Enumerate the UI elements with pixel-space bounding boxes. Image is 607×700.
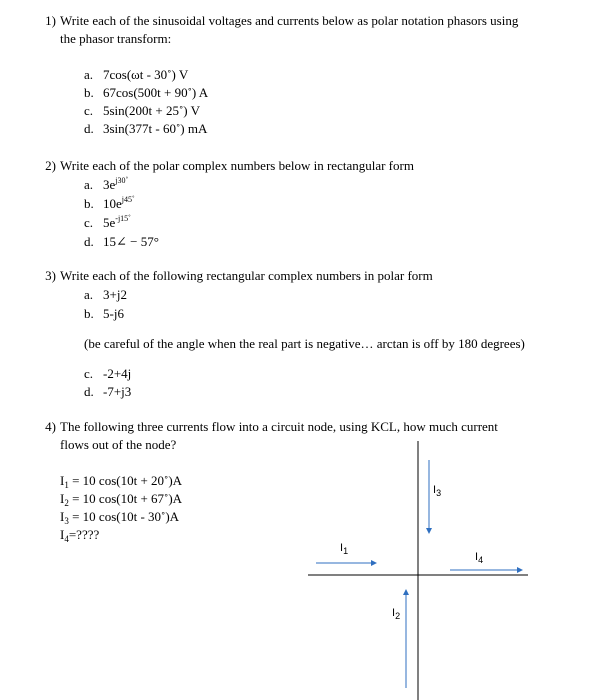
current-index: 4 — [64, 534, 69, 544]
q1-text-line2: the phasor transform: — [60, 31, 172, 46]
q2-item-d: 15∠ − 57° — [103, 234, 159, 249]
q1-item-a: 7cos(ωt - 30˚) V — [103, 67, 189, 82]
q2-item-a-letter: a. — [84, 177, 94, 192]
current-symbol: I — [60, 509, 65, 524]
current-index: 3 — [64, 516, 69, 526]
i1-label — [340, 541, 348, 556]
current-symbol: I — [60, 491, 65, 506]
q4-text-line2: flows out of the node? — [60, 437, 177, 452]
q2-item-b-base: 10e — [103, 196, 122, 211]
q3-item-c-letter: c. — [84, 366, 94, 381]
q3-number: 3) — [45, 268, 56, 283]
q2-item-b-exponent: j45˚ — [121, 195, 135, 204]
q3-text: Write each of the following rectangular complex numbers in polar form — [60, 268, 433, 283]
q1-item-c: 5sin(200t + 25˚) V — [103, 103, 201, 118]
label-symbol: I — [433, 484, 437, 496]
label-symbol: I — [340, 542, 344, 554]
current-index: 1 — [64, 480, 69, 490]
label-symbol: I — [392, 607, 396, 619]
label-index: 3 — [436, 488, 442, 498]
current-expression: = 10 cos(10t + 67˚)A — [68, 491, 183, 506]
q1-item-c-letter: c. — [84, 103, 94, 118]
q2-item-b-letter: b. — [84, 196, 94, 211]
q3-item-a-letter: a. — [84, 287, 94, 302]
current-expression: = 10 cos(10t + 20˚)A — [68, 473, 183, 488]
label-index: 2 — [395, 611, 401, 621]
q2-item-d-letter: d. — [84, 234, 94, 249]
q3-item-b: 5-j6 — [103, 306, 124, 321]
i2-label — [392, 606, 400, 621]
i3-label — [433, 483, 441, 498]
q3-item-a: 3+j2 — [103, 287, 127, 302]
current-expression: =???? — [68, 527, 100, 542]
q4-number: 4) — [45, 419, 56, 434]
q1-item-b-letter: b. — [84, 85, 94, 100]
q3-item-d-letter: d. — [84, 384, 94, 399]
current-symbol: I — [60, 473, 65, 488]
q1-text-line1: Write each of the sinusoidal voltages and currents below as polar notation phasors using — [60, 13, 519, 28]
q3-item-b-letter: b. — [84, 306, 94, 321]
current-symbol: I — [60, 527, 65, 542]
q1-item-d-letter: d. — [84, 121, 94, 136]
label-symbol: I — [475, 551, 479, 563]
q2-item-a-base: 3e — [103, 177, 116, 192]
q3-note: (be careful of the angle when the real part is negative… arctan is off by 180 degrees) — [84, 336, 525, 351]
q2-item-c-exponent: -j15˚ — [115, 214, 131, 223]
q3-item-d: -7+j3 — [103, 384, 132, 399]
q2-item-c-letter: c. — [84, 215, 94, 230]
q4-text-line1: The following three currents flow into a circuit node, using KCL, how much current — [60, 419, 498, 434]
q2-item-a-exponent: j30˚ — [115, 176, 129, 185]
current-expression: = 10 cos(10t - 30˚)A — [68, 509, 180, 524]
i4-label — [475, 550, 483, 565]
q1-item-b: 67cos(500t + 90˚) A — [103, 85, 209, 100]
q1-item-d: 3sin(377t - 60˚) mA — [103, 121, 208, 136]
label-index: 4 — [478, 555, 484, 565]
q2-text: Write each of the polar complex numbers below in rectangular form — [60, 158, 414, 173]
q1-number: 1) — [45, 13, 56, 28]
q1-item-a-letter: a. — [84, 67, 94, 82]
q2-item-c-base: 5e — [103, 215, 116, 230]
q3-item-c: -2+4j — [103, 366, 132, 381]
q2-number: 2) — [45, 158, 56, 173]
current-index: 2 — [64, 498, 69, 508]
label-index: 1 — [343, 546, 349, 556]
